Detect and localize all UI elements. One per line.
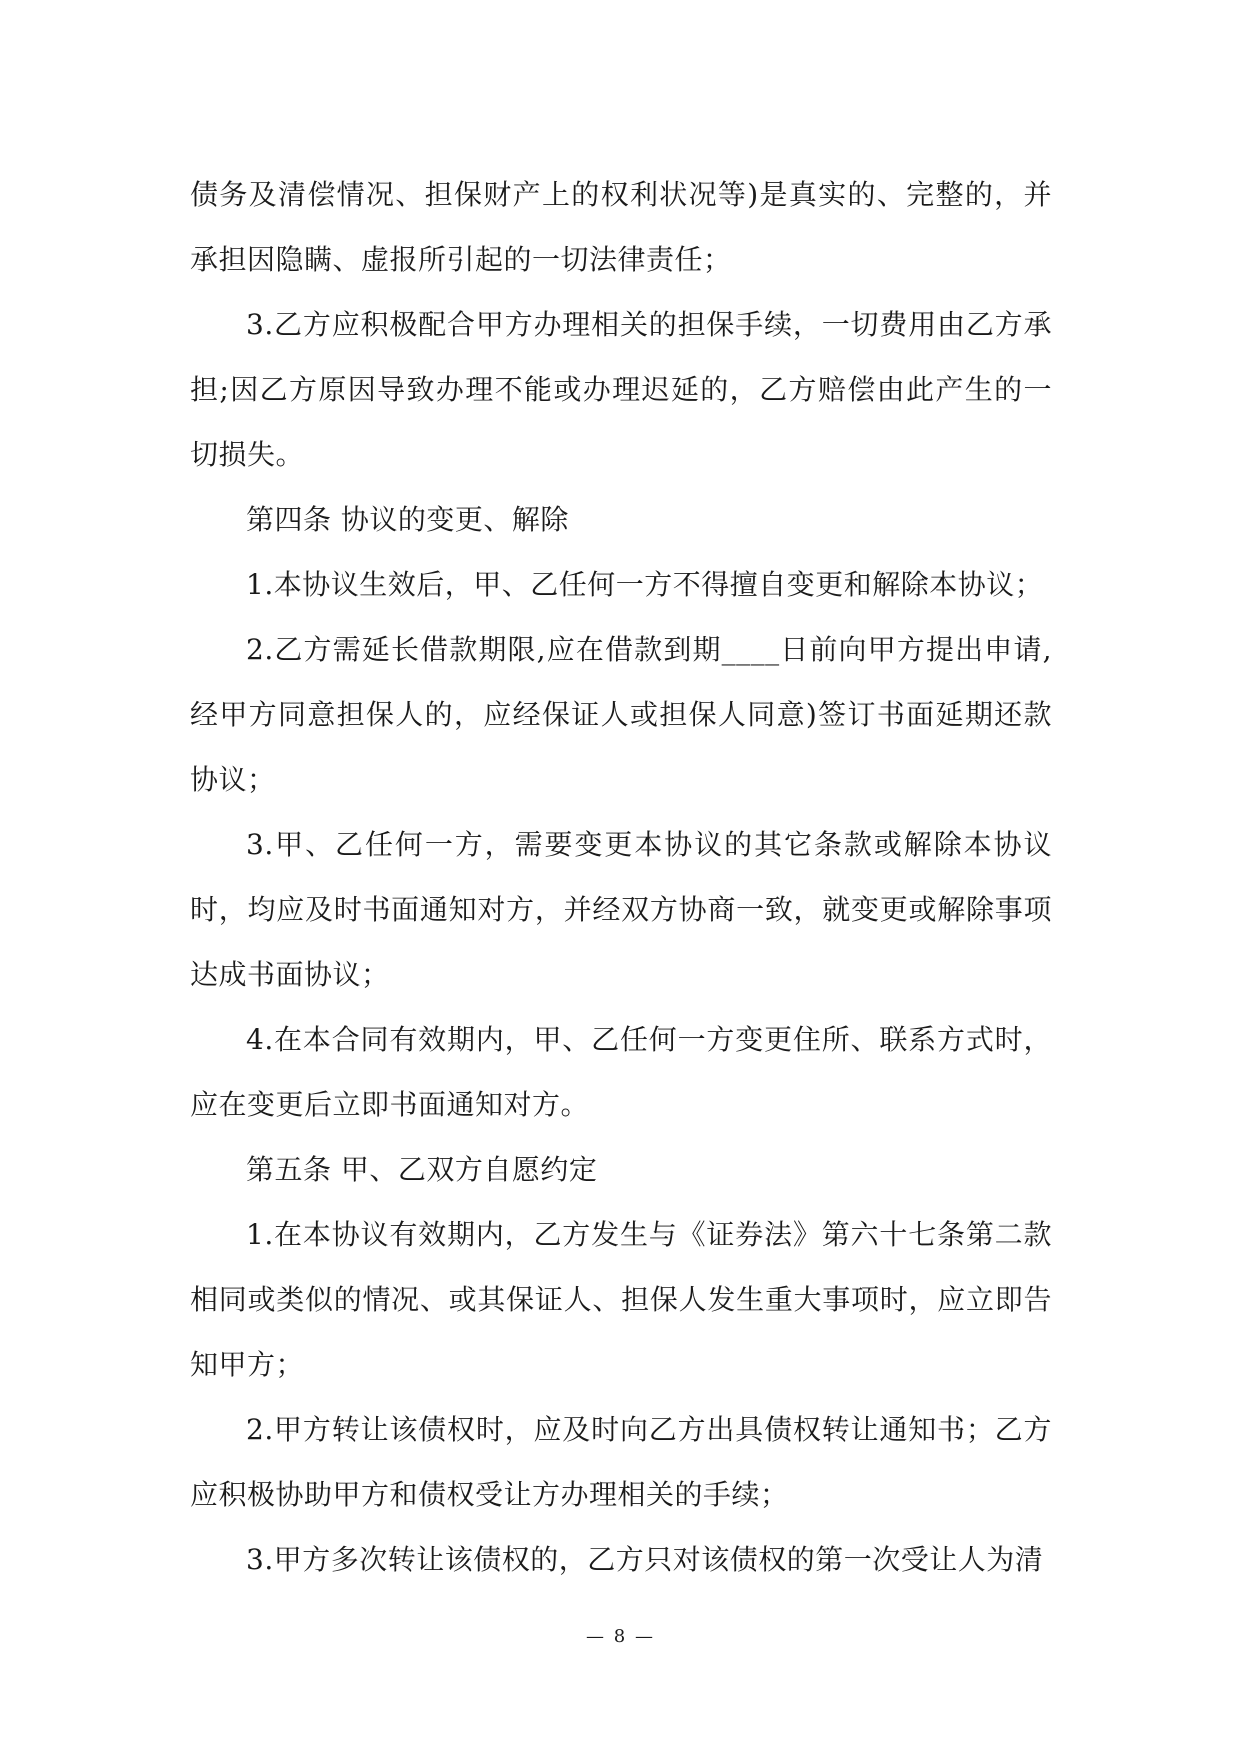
paragraph-clause-4-1: 1.本协议生效后，甲、乙任何一方不得擅自变更和解除本协议；: [246, 568, 1044, 601]
paragraph-clause-5-2: 2.甲方转让该债权时，应及时向乙方出具债权转让通知书；乙方应积极协助甲方和债权受让方办理相关的手续；: [190, 1413, 1052, 1511]
paragraph-clause-3-3: 3.乙方应积极配合甲方办理相关的担保手续，一切费用由乙方承担;因乙方原因导致办理不能或办理迟延的，乙方赔偿由此产生的一切损失。: [190, 308, 1052, 471]
document-body: [190, 162, 1052, 1592]
paragraph-clause-4-4: 4.在本合同有效期内，甲、乙任何一方变更住所、联系方式时，应在变更后立即书面通知对方。: [190, 1023, 1052, 1121]
paragraph-continuation: 债务及清偿情况、担保财产上的权利状况等)是真实的、完整的，并承担因隐瞒、虚报所引起的一切法律责任；: [190, 178, 1052, 276]
page-number: — 8 —: [586, 1626, 655, 1647]
paragraph-clause-4-3: 3.甲、乙任何一方，需要变更本协议的其它条款或解除本协议时，均应及时书面通知对方，并经双方协商一致，就变更或解除事项达成书面协议；: [190, 828, 1052, 991]
paragraph-clause-5-1: 1.在本协议有效期内，乙方发生与《证券法》第六十七条第二款相同或类似的情况、或其保证人、担保人发生重大事项时，应立即告知甲方；: [190, 1218, 1052, 1381]
paragraph-clause-5-3: 3.甲方多次转让该债权的，乙方只对该债权的第一次受让人为清: [246, 1543, 1044, 1576]
section-heading-article-4: 第四条 协议的变更、解除: [246, 503, 569, 536]
paragraph-clause-4-2: 2.乙方需延长借款期限,应在借款到期____日前向甲方提出申请,经甲方同意担保人的，应经保证人或担保人同意)签订书面延期还款协议；: [190, 633, 1052, 796]
section-heading-article-5: 第五条 甲、乙双方自愿约定: [246, 1153, 598, 1186]
